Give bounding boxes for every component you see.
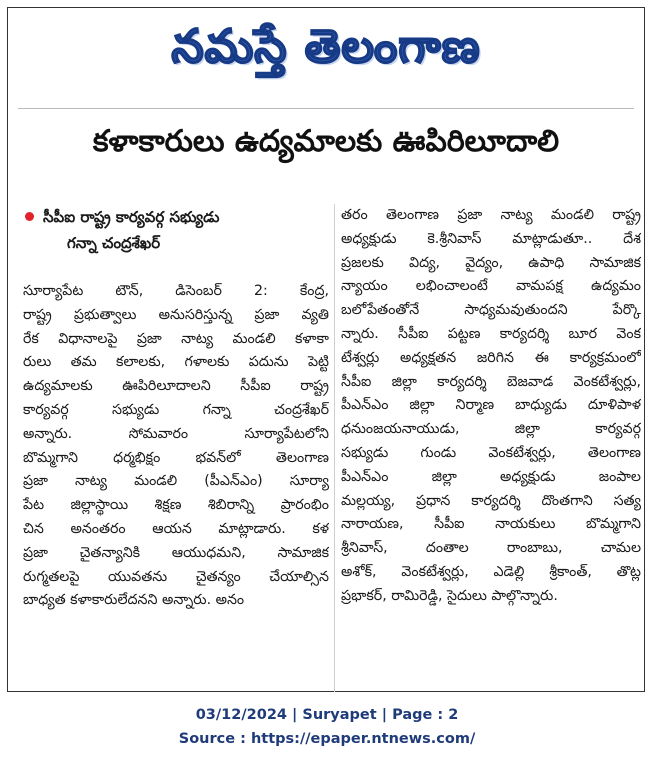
- article-column-right: [341, 204, 641, 609]
- article-line: అన్నారు. సోమవారం సూర్యాపేటలోని: [23, 425, 329, 442]
- byline-line-2: గన్నా చంద్రశేఖర్: [67, 234, 161, 252]
- article-line: సభ్యుడు గుండు వెంకటేశ్వర్లు, తెలంగాణ: [341, 444, 641, 461]
- article-line: శ్రీనివాస్, దంతాల రాంబాబు, చామల: [341, 540, 641, 557]
- footer-source: Source : https://epaper.ntnews.com/: [178, 731, 476, 747]
- article-line: ప్రజా చైతన్యానికి ఆయుధమని, సామాజిక: [23, 544, 329, 561]
- article-line: ప్రభాకర్, రామిరెడ్డి, సైదులు పాల్గొన్నారు.: [341, 587, 558, 604]
- masthead-divider: [18, 108, 634, 109]
- article-line: టేశ్వర్లు అధ్యక్షతన జరిగిన ఈ కార్యక్రమంలో: [341, 349, 641, 366]
- article-line: తరం తెలంగాణ ప్రజా నాట్య మండలి రాష్ట్ర: [341, 207, 641, 223]
- article-line: పీఎన్‌ఎం జిల్లా నిర్మాణ బాధ్యుడు దూళిపాళ: [341, 397, 641, 414]
- article-line: కార్యవర్గ సభ్యుడు గన్నా చంద్రశేఖర్: [23, 401, 329, 418]
- article-line: ఉద్యమాలకు ఊపిరిలూదాలని సీపీఐ రాష్ట్ర: [23, 378, 329, 395]
- article-line: అధ్యక్షుడు కె.శ్రీనివాస్ మాట్లాడుతూ.. దేశ: [341, 230, 641, 247]
- newspaper-masthead: నమస్తే తెలంగాణ: [171, 19, 481, 73]
- article-line: న్యాయం లభించాలంటే వామపక్ష ఉద్యమం: [341, 278, 641, 295]
- byline-line-1: సీపీఐ రాష్ట్ర కార్యవర్గ సభ్యుడు: [43, 208, 220, 226]
- article-line: ధనుంజయనాయుడు, జిల్లా కార్యవర్గ: [341, 421, 641, 438]
- article-paragraph-right: [341, 204, 641, 609]
- newspaper-clipping: [7, 7, 645, 692]
- article-line: చిన అనంతరం ఆయన మాట్లాడారు. కళ: [23, 520, 329, 537]
- article-headline: కళాకారులు ఉద్యమాలకు ఊపిరిలూదాలి: [92, 124, 560, 159]
- article-line: అశోక్, వెంకటేశ్వర్లు, ఎడెల్లి శ్రీకాంత్, తొట్ల: [341, 563, 641, 580]
- article-column-left: [23, 204, 329, 613]
- article-line: రులు తమ కలాలకు, గళాలకు పదును పెట్టి: [23, 354, 329, 371]
- footer-date-edition: 03/12/2024 | Suryapet | Page : 2: [195, 707, 459, 723]
- article-line: రేక విధానాలపై ప్రజా నాట్య మండలి కళాకా: [23, 330, 329, 347]
- article-line: ప్రజా నాట్య మండలి (పీఎన్‌ఎం) సూర్యా: [23, 473, 329, 490]
- article-line: రుగ్మతలపై యువతను చైతన్యం చేయాల్సిన: [23, 568, 329, 585]
- red-bullet-icon: [25, 212, 34, 221]
- article-line: సూర్యాపేట టౌన్, డిసెంబర్ 2: కేంద్ర,: [23, 283, 329, 299]
- byline: [23, 204, 329, 280]
- article-line: బాధ్యత కళాకారులేదనని అన్నారు. అనం: [23, 592, 245, 609]
- article-line: ప్రజలకు విద్య, వైద్యం, ఉపాధి సామాజిక: [341, 254, 641, 271]
- article-line: న్నారు. సీపీఐ పట్టణ కార్యదర్శి బూర వెంక: [341, 325, 641, 342]
- article-line: పేట జిల్లాస్థాయి శిక్షణ శిబిరాన్ని ప్రారంభిం: [23, 497, 329, 514]
- article-line: బలోపేతంతోనే సాధ్యమవుతుందని పేర్కొ: [341, 302, 641, 319]
- column-divider: [334, 204, 335, 692]
- article-line: సీపీఐ జిల్లా కార్యదర్శి బెజవాడ వెంకటేశ్వర్లు,: [341, 373, 641, 390]
- article-line: నారాయణ, సీపీఐ నాయకులు బొమ్మగాని: [341, 516, 641, 533]
- article-line: బొమ్మగాని ధర్మభిక్షం భవన్‌లో తెలంగాణ: [23, 449, 329, 466]
- article-paragraph-left: [23, 280, 329, 613]
- article-line: పీఎన్‌ఎం జిల్లా అధ్యక్షుడు జంపాల: [341, 468, 641, 485]
- article-line: మల్లయ్య, ప్రధాన కార్యదర్శి దొంతగాని సత్య: [341, 492, 641, 509]
- article-line: రాష్ట్ర ప్రభుత్వాలు అనుసరిస్తున్న ప్రజా వ్యతి: [23, 306, 329, 323]
